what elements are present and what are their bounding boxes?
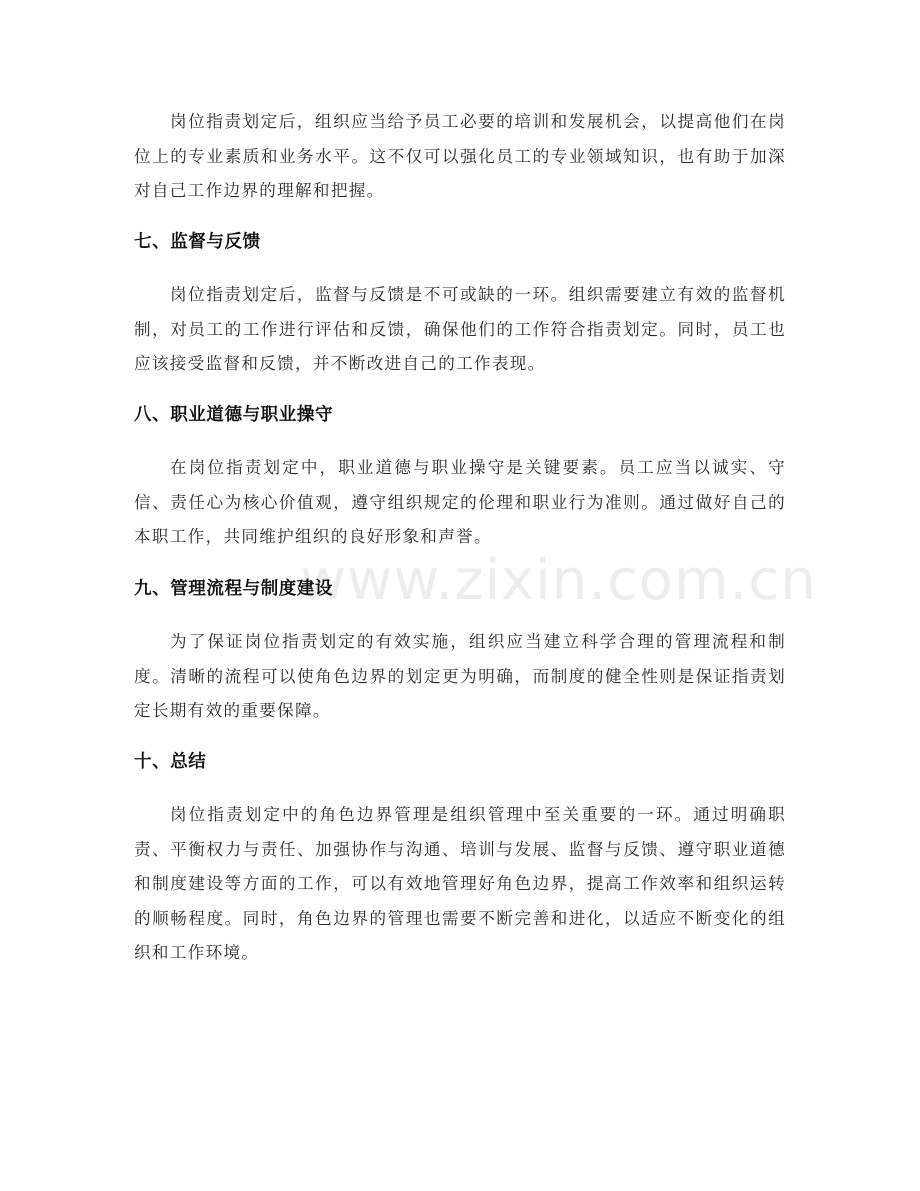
paragraph-process: 为了保证岗位指责划定的有效实施，组织应当建立科学合理的管理流程和制度。清晰的流程可以使角色边界的划定更为明确，而制度的健全性则是保证指责划定长期有效的重要保障。 [134, 632, 786, 721]
watermark-text: www.zixin.com.cn [300, 548, 817, 613]
heading-supervision: 七、监督与反馈 [134, 232, 261, 252]
heading-process: 九、管理流程与制度建设 [134, 579, 334, 599]
paragraph-ethics: 在岗位指责划定中，职业道德与职业操守是关键要素。员工应当以诚实、守信、责任心为核心价值观，遵守组织规定的伦理和职业行为准则。通过做好自己的本职工作，共同维护组织的良好形象和声誉。 [134, 458, 786, 547]
paragraph-training: 岗位指责划定后，组织应当给予员工必要的培训和发展机会，以提高他们在岗位上的专业素质和业务水平。这不仅可以强化员工的专业领域知识，也有助于加深对自己工作边界的理解和把握。 [134, 112, 786, 201]
paragraph-summary: 岗位指责划定中的角色边界管理是组织管理中至关重要的一环。通过明确职责、平衡权力与责任、加强协作与沟通、培训与发展、监督与反馈、遵守职业道德和制度建设等方面的工作，可以有效地管理好角色边界，提高工作效率和组织运转的顺畅程度。同时，角色边界的管理也需要不断完善和进化，以适应不断变化的组织和工作环境。 [134, 805, 786, 963]
paragraph-supervision: 岗位指责划定后，监督与反馈是不可或缺的一环。组织需要建立有效的监督机制，对员工的工作进行评估和反馈，确保他们的工作符合指责划定。同时，员工也应该接受监督和反馈，并不断改进自己的工作表现。 [134, 285, 786, 374]
heading-ethics: 八、职业道德与职业操守 [134, 405, 334, 425]
heading-summary: 十、总结 [134, 752, 207, 772]
